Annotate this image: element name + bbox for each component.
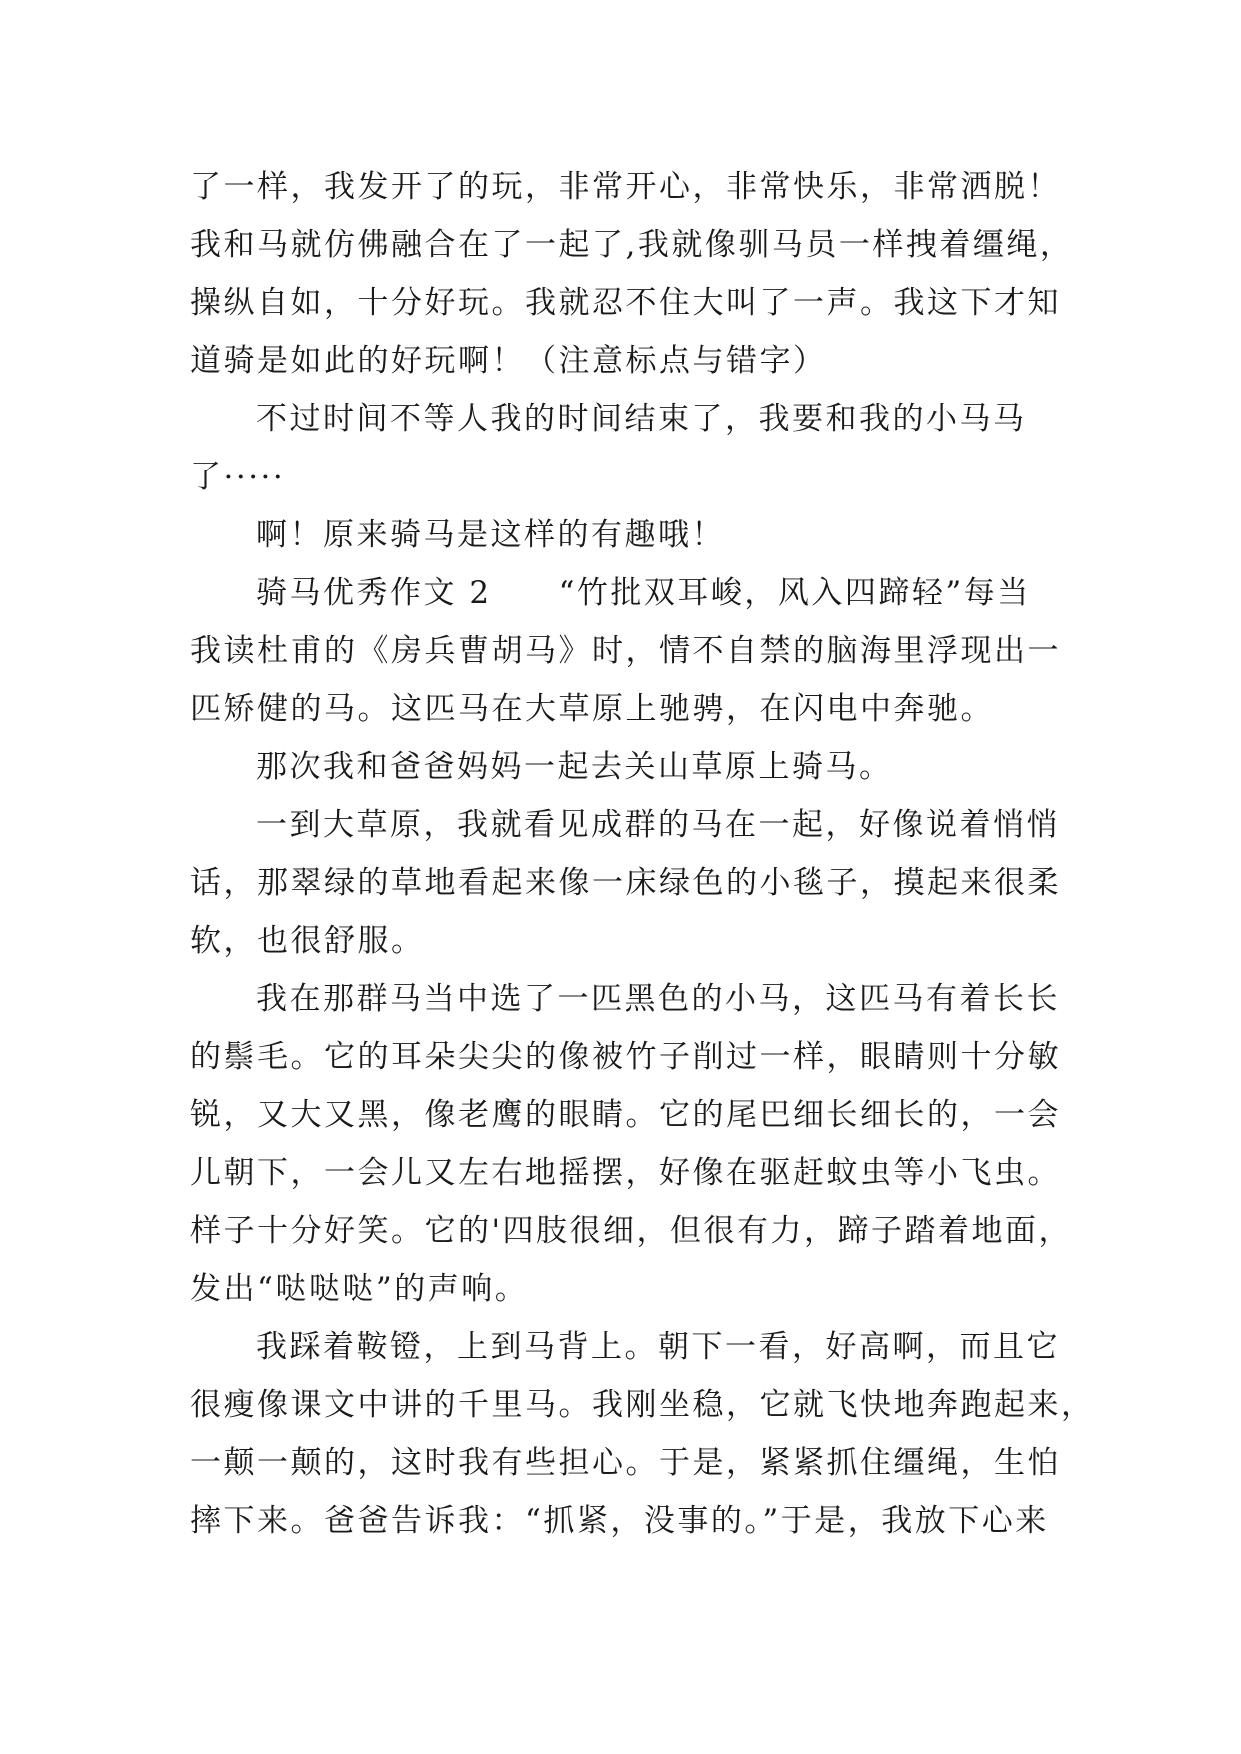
text-line: 我在那群马当中选了一匹黑色的小马，这匹马有着长长: [256, 981, 1060, 1017]
text-line: 了·····: [190, 459, 286, 495]
text-line: 软，也很舒服。: [190, 923, 425, 959]
text-line: 的鬃毛。它的耳朵尖尖的像被竹子削过一样，眼睛则十分敏: [190, 1039, 1061, 1075]
text-line: 骑马优秀作文 2 “竹批双耳峻，风入四蹄轻”每当: [256, 575, 1031, 611]
text-line: 儿朝下，一会儿又左右地摇摆，好像在驱赶蚊虫等小飞虫。: [190, 1155, 1061, 1191]
text-line: 我和马就仿佛融合在了一起了,我就像驯马员一样拽着缰绳，: [190, 227, 1074, 263]
text-line: 一颠一颠的，这时我有些担心。于是，紧紧抓住缰绳，生怕: [190, 1445, 1061, 1481]
text-line: 很瘦像课文中讲的千里马。我刚坐稳，它就飞快地奔跑起来，: [190, 1387, 1095, 1423]
text-line: 不过时间不等人我的时间结束了，我要和我的小马马: [256, 401, 1027, 437]
text-line: 样子十分好笑。它的'四肢很细，但很有力，蹄子踏着地面，: [190, 1213, 1073, 1249]
text-line: 那次我和爸爸妈妈一起去关山草原上骑马。: [256, 749, 893, 785]
text-line: 道骑是如此的好玩啊！（注意标点与错字）: [190, 343, 827, 379]
text-line: 了一样，我发开了的玩，非常开心，非常快乐，非常洒脱！: [190, 169, 1061, 205]
text-line: 锐，又大又黑，像老鹰的眼睛。它的尾巴细长细长的，一会: [190, 1097, 1061, 1133]
text-line: 操纵自如，十分好玩。我就忍不住大叫了一声。我这下才知: [190, 285, 1061, 321]
text-line: 啊！原来骑马是这样的有趣哦！: [256, 517, 725, 553]
text-line: 我踩着鞍镫，上到马背上。朝下一看，好高啊，而且它: [256, 1329, 1060, 1365]
text-line: 发出“哒哒哒”的声响。: [190, 1271, 529, 1307]
text-line: 我读杜甫的《房兵曹胡马》时，情不自禁的脑海里浮现出一: [190, 633, 1061, 669]
text-line: 摔下来。爸爸告诉我：“抓紧，没事的。”于是，我放下心来: [190, 1503, 1049, 1539]
text-line: 一到大草原，我就看见成群的马在一起，好像说着悄悄: [256, 807, 1060, 843]
document-body: [190, 158, 1095, 1550]
text-line: 话，那翠绿的草地看起来像一床绿色的小毯子，摸起来很柔: [190, 865, 1061, 901]
text-line: 匹矫健的马。这匹马在大草原上驰骋，在闪电中奔驰。: [190, 691, 994, 727]
